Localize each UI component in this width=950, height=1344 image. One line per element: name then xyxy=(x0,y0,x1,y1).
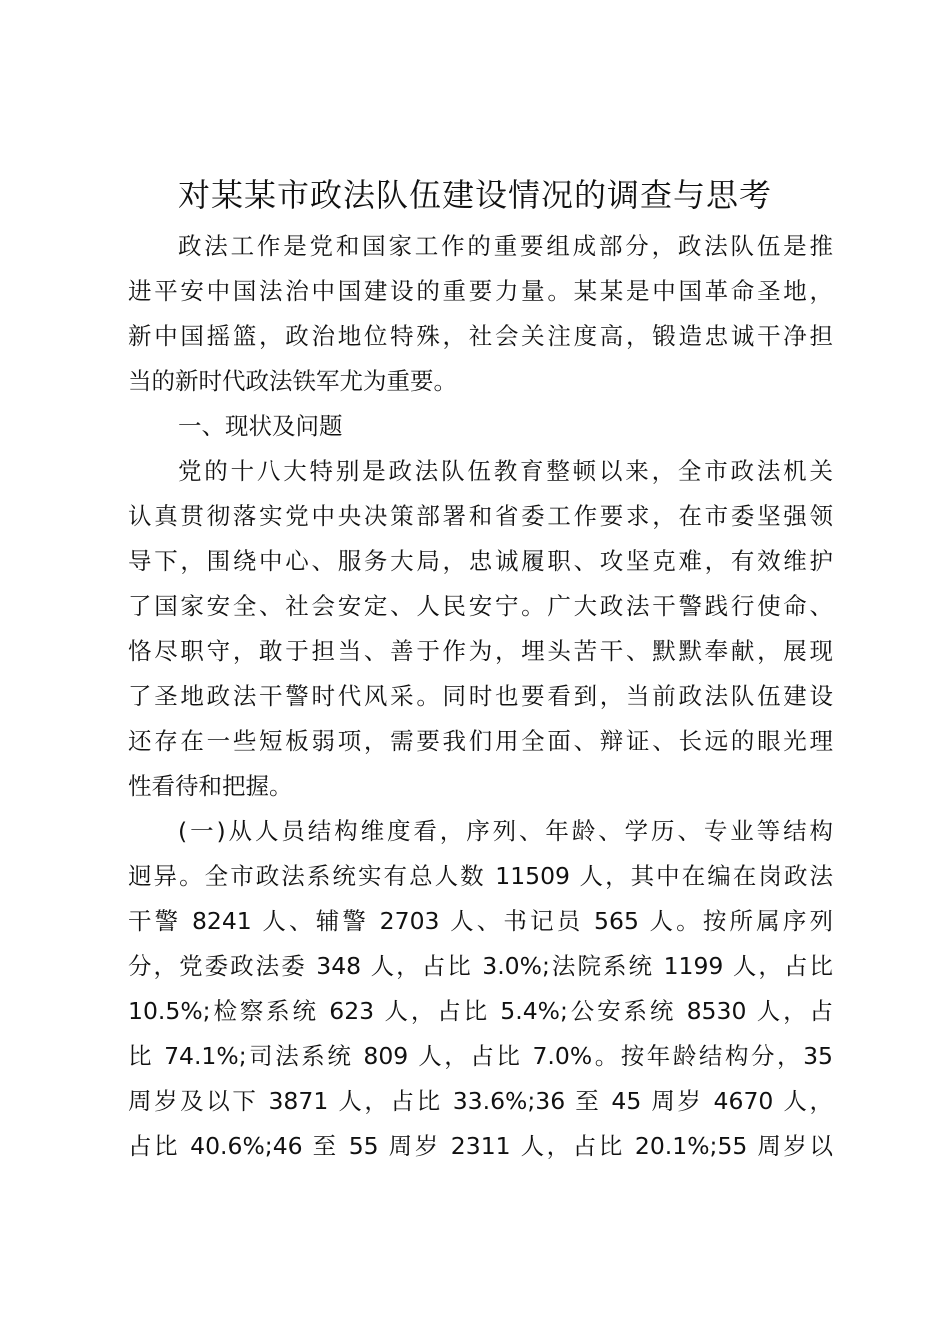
paragraph-line: 新中国摇篮，政治地位特殊，社会关注度高，锻造忠诚干净担 xyxy=(128,322,833,350)
document-body xyxy=(128,224,833,1169)
paragraph-line: 分，党委政法委 348 人，占比 3.0%;法院系统 1199 人，占比 xyxy=(128,952,833,980)
paragraph-line: 干警 8241 人、辅警 2703 人、书记员 565 人。按所属序列 xyxy=(128,907,833,935)
paragraph-line: 恪尽职守，敢于担当、善于作为，埋头苦干、默默奉献，展现 xyxy=(128,637,833,665)
paragraph-line: 认真贯彻落实党中央决策部署和省委工作要求，在市委坚强领 xyxy=(128,502,833,530)
paragraph-line: 了国家安全、社会安定、人民安宁。广大政法干警践行使命、 xyxy=(128,592,833,620)
paragraph-line: 当的新时代政法铁军尤为重要。 xyxy=(128,367,457,395)
section-heading: 一、现状及问题 xyxy=(178,412,343,440)
paragraph-line: 10.5%;检察系统 623 人，占比 5.4%;公安系统 8530 人，占 xyxy=(128,997,833,1025)
paragraph-line: 导下，围绕中心、服务大局，忠诚履职、攻坚克难，有效维护 xyxy=(128,547,833,575)
paragraph-line: 周岁及以下 3871 人，占比 33.6%;36 至 45 周岁 4670 人， xyxy=(128,1087,833,1115)
paragraph-line: 比 74.1%;司法系统 809 人，占比 7.0%。按年龄结构分，35 xyxy=(128,1042,833,1070)
document-title: 对某某市政法队伍建设情况的调查与思考 xyxy=(177,176,772,214)
paragraph-line: 了圣地政法干警时代风采。同时也要看到，当前政法队伍建设 xyxy=(128,682,833,710)
paragraph-line: (一)从人员结构维度看，序列、年龄、学历、专业等结构 xyxy=(178,817,833,845)
paragraph-line: 性看待和把握。 xyxy=(128,772,293,800)
paragraph-line: 政法工作是党和国家工作的重要组成部分，政法队伍是推 xyxy=(178,232,833,260)
paragraph-line: 占比 40.6%;46 至 55 周岁 2311 人，占比 20.1%;55 周岁以 xyxy=(128,1132,833,1160)
paragraph-line: 进平安中国法治中国建设的重要力量。某某是中国革命圣地， xyxy=(128,277,833,305)
paragraph-line: 还存在一些短板弱项，需要我们用全面、辩证、长远的眼光理 xyxy=(128,727,833,755)
paragraph-line: 党的十八大特别是政法队伍教育整顿以来，全市政法机关 xyxy=(178,457,833,485)
paragraph-line: 迥异。全市政法系统实有总人数 11509 人，其中在编在岗政法 xyxy=(128,862,833,890)
